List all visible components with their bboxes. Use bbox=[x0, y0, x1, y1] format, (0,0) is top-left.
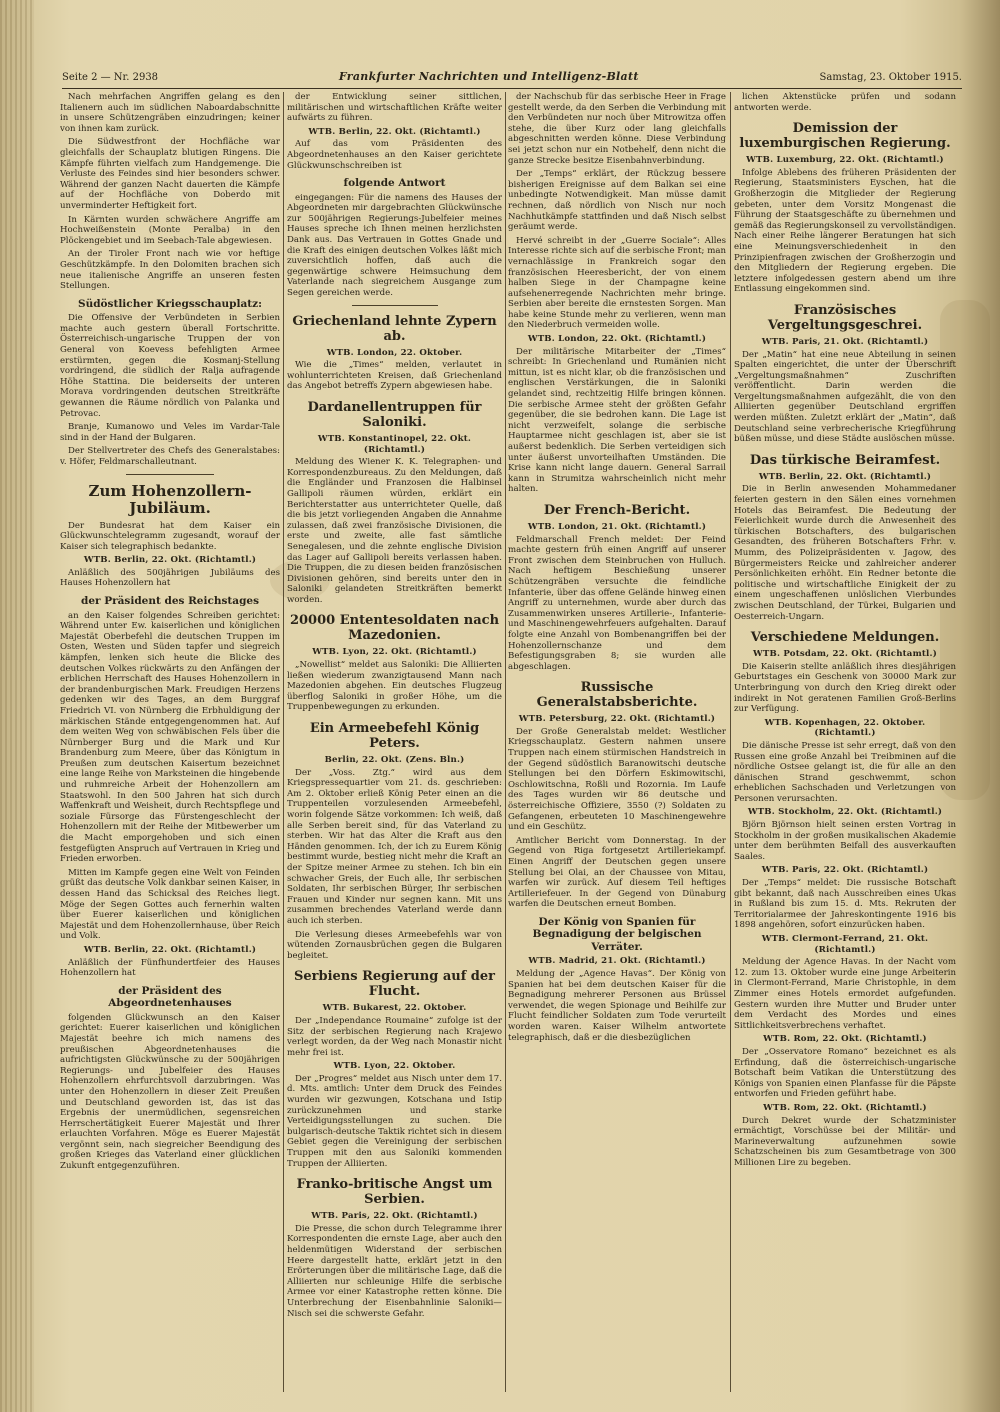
section-heading: Südöstlicher Kriegsschauplatz: bbox=[78, 297, 262, 310]
article-paragraph: Die in Berlin anwesenden Mohammedaner feierten gestern in den Sälen eines vornehmen Hotels das Beiramfest. Die Bedeutung der Feierlichkeit wurde durch die Anwesenheit des türkischen Botschafters, des bulgarischen Gesandten, des früheren Botschafters Frhr. v. Mumm, des Polizeipräsidenten v. Jagow, des Bürgermeisters Reicke und zahlreicher anderer Persönlichkeiten erhöht. Ein Redner betonte die politische und wirtschaftliche Einigkeit der zu einem ungeschaffenen unlöslichen Vierbundes zwischen Deutschland, der Türkei, Bulgarien und Oesterreich-Ungarn. bbox=[734, 484, 956, 622]
dateline: WTB. Berlin, 22. Okt. (Richtamtl.) bbox=[83, 944, 257, 955]
section-heading: der Präsident des Abgeordnetenhauses bbox=[108, 984, 232, 1010]
article-paragraph: „Nowellist“ meldet aus Saloniki: Die Alliierten ließen wiederum zwanzigtausend Mann nach Mazedonien abgehen. Ein deutsches Flugzeug überflog Saloniki in großer Höhe, um die Truppenbewegungen zu erkunden. bbox=[287, 660, 502, 713]
article-paragraph: Der Bundesrat hat dem Kaiser ein Glückwunschtelegramm zugesandt, worauf der Kaiser sich telegraphisch bedankte. bbox=[60, 520, 280, 552]
dateline: WTB. Bukarest, 22. Oktober. bbox=[322, 1003, 467, 1014]
article-paragraph: Mitten im Kampfe gegen eine Welt von Feinden grüßt das deutsche Volk dankbar seinen Kaiser, in dessen Hand das Schicksal des Reiches liegt. Möge der Segen Gottes auch fernerhin walten über Euerer kaiserlichen und königlichen Majestät und dem Hohenzollernhause, über Reich und Volk. bbox=[60, 867, 280, 942]
masthead: Frankfurter Nachrichten und Intelligenz-Blatt bbox=[338, 70, 639, 83]
article-paragraph: der Nachschub für das serbische Heer in Frage gestellt werde, da den Serben die Verbindung mit den Verbündeten nur noch über Mitrowitza offen stehe, die über Kurz oder lang gleichfalls abgeschnitten werden könne. Diese Verbindung sei jetzt schon nur ein Notbehelf, denn nicht die ganze Strecke besitze Eisenbahnverbindung. bbox=[508, 92, 726, 166]
article-paragraph: Die Südwestfront der Hochfläche war gleichfalls der Schauplatz blutigen Ringens. Die Kämpfe führten vielfach zum Handgemenge. Die Verluste des Feindes sind hier besonders schwer. Während der ganzen Nacht dauerten die Kämpfe auf der Hochfläche von Doberdo mit unverminderter Heftigkeit fort. bbox=[60, 137, 280, 211]
dateline: WTB. Berlin, 22. Okt. (Richtamtl.) bbox=[308, 126, 481, 137]
article-paragraph: Feldmarschall French meldet: Der Feind machte gestern früh einen Angriff auf unserer Front zwischen dem Steinbruchen von Hulluch. Nach heftigem Beschießung unserer Schützengräben versuchte die feindliche Infanterie, über das offene Gelände hinweg einen Angriff zu unternehmen, wurde aber durch das Zusammenwirken unseres Artillerie-, Infanterie- und Maschinengewehrfeuers aufgehalten. Darauf folgte eine Anzahl von Bombenangriffen bei der Hohenzollernschanze und dem Befestigungsgraben 8; sie wurden alle abgeschlagen. bbox=[508, 534, 726, 672]
dateline: WTB. Lyon, 22. Oktober. bbox=[333, 1061, 456, 1072]
article-paragraph: Die Kaiserin stellte anläßlich ihres diesjährigen Geburtstages ein Geschenk von 30000 Mark zur Unterbringung von durch den Krieg direkt oder indirekt in Not geratenen Familien Groß-Berlins zur Verfügung. bbox=[734, 661, 956, 715]
dateline: WTB. Konstantinopel, 22. Okt. (Richtamtl.) bbox=[317, 433, 472, 455]
article-paragraph: Der militärische Mitarbeiter der „Times“ schreibt: In Griechenland und Rumänien nicht mittun, ist es nicht klar, ob die französischen und englischen Verstärkungen, die in Saloniki gelandet sind, rechtzeitig Hilfe bringen können. Die serbische Armee steht der größten Gefahr gegenüber, die sie bedrohen kann. Die Lage ist nicht verzweifelt, solange die serbische Hauptarmee nicht geschlagen ist, aber sie ist außerst bedenklich. Die Serben verteidigen sich unter äußerst unvorteilhaften Umständen. Die Krise kann nicht lange dauern. General Sarrail kann in Strumitza wahrscheinlich nicht mehr halten. bbox=[508, 346, 726, 495]
article-paragraph: Nach mehrfachen Angriffen gelang es den Italienern auch im südlichen Naboardabschnitte in unsere Schützengräben einzudringen; keiner von ihnen kam zurück. bbox=[60, 92, 280, 134]
article-paragraph: Björn Björnson hielt seinen ersten Vortrag in Stockholm in der großen musikalischen Akademie unter dem berühmten Beifall des ausverkauften Saales. bbox=[734, 820, 956, 862]
article-headline: Russische Generalstabsberichte. bbox=[536, 680, 698, 711]
dateline: WTB. Kopenhagen, 22. Oktober. (Richtamtl.) bbox=[764, 717, 926, 739]
article-paragraph: eingegangen: Für die namens des Hauses der Abgeordneten mir dargebrachten Glückwünsche zur 500jährigen Regierungs-Jubelfeier meines Hauses spreche ich Ihnen meinen herzlichsten Dank aus. Das Vertrauen in Gottes Gnade und die Kraft des einigen deutschen Volkes läßt mich zuversichtlich hoffen, daß auch die gegenwärtige schwere Heimsuchung dem Vaterlande nach siegreichem Ausgange zum Segen gereichen werde. bbox=[287, 192, 502, 298]
article-paragraph: Der „Independance Roumaine“ zufolge ist der Sitz der serbischen Regierung nach Krajewo verlegt worden, da der Weg nach Monastir nicht mehr frei ist. bbox=[287, 1015, 502, 1058]
column-3 bbox=[508, 92, 726, 1392]
dateline: WTB. Paris, 22. Okt. (Richtamtl.) bbox=[761, 865, 929, 876]
article-paragraph: An der Tiroler Front nach wie vor heftige Geschützkämpfe. In den Dolomiten brachen sich neue italienische Angriffe an unseren festen Stellungen. bbox=[60, 249, 280, 292]
article-paragraph: Der „Temps“ meldet: Die russische Botschaft gibt bekannt, daß nach Ausschreiben eines Ukas in Rußland bis zum 15. d. Mts. Rekruten der Territorialarmee der Jahreskontingente 1916 bis 1898 angehören, sofort einzurücken haben. bbox=[734, 878, 956, 931]
article-paragraph: Anläßlich des 500jährigen Jubiläums des Hauses Hohenzollern hat bbox=[60, 567, 280, 589]
section-heading: der Präsident des Reichstages bbox=[80, 595, 259, 608]
dateline: WTB. Rom, 22. Okt. (Richtamtl.) bbox=[763, 1102, 927, 1113]
dateline: WTB. London, 22. Okt. (Richtamtl.) bbox=[527, 334, 707, 345]
column-4 bbox=[734, 92, 956, 1392]
dateline: WTB. Luxemburg, 22. Okt. (Richtamtl.) bbox=[746, 155, 944, 166]
dateline: Berlin, 22. Okt. (Zens. Bln.) bbox=[324, 755, 465, 766]
dateline: WTB. Clermont-Ferrand, 21. Okt. (Richtamtl.) bbox=[761, 934, 929, 955]
article-paragraph: Amtlicher Bericht vom Donnerstag. In der Gegend von Riga fortgesetzt Artilleriekampf. Einen Angriff der Deutschen gegen unsere Stellung bei Olai, an der Chaussee von Mitau, warfen wir zurück. Auf diesem Teil heftiges Artilleriefeuer. In der Gegend von Dünaburg warfen die Deutschen erneut Bomben. bbox=[508, 835, 726, 910]
page-header bbox=[62, 70, 962, 89]
article-paragraph: In Kärnten wurden schwächere Angriffe am Hochweißenstein (Monte Peralba) in den Plöckengebiet und im Seebach-Tale abgewiesen. bbox=[60, 214, 280, 246]
article-paragraph: Die Presse, die schon durch Telegramme ihrer Korrespondenten die ernste Lage, aber auch den heldenmütigen Widerstand der serbischen Heere dargestellt hatte, erklärt jetzt in den Erörterungen über die militärische Lage, daß die Alliierten nur schleunige Hilfe die serbische Armee vor einer Katastrophe retten könne. Die Unterbrechung der Eisenbahnlinie Saloniki—Nisch sei die schwerste Gefahr. bbox=[287, 1223, 502, 1319]
article-headline: Verschiedene Meldungen. bbox=[750, 630, 940, 646]
article-headline: Zum Hohenzollern-Jubiläum. bbox=[88, 481, 252, 517]
dateline: WTB. Madrid, 21. Okt. (Richtamtl.) bbox=[528, 956, 706, 967]
article-paragraph: Meldung der „Agence Havas“. Der König von Spanien hat bei dem deutschen Kaiser für die Begnadigung mehrerer Personen aus Brüssel verwendet, die wegen Spionage und Beihilfe zur Flucht feindlicher Soldaten zum Tode verurteilt worden waren. Kaiser Wilhelm antwortete telegraphisch, daß er die diesbezüglichen bbox=[508, 969, 726, 1043]
issue-date: Samstag, 23. Oktober 1915. bbox=[819, 72, 962, 83]
article-headline: Demission der luxemburgischen Regierung. bbox=[739, 121, 951, 152]
article-paragraph: Der Stellvertreter des Chefs des Generalstabes: v. Höfer, Feldmarschalleutnant. bbox=[60, 446, 280, 467]
column-rule bbox=[730, 92, 731, 1392]
article-paragraph: Der „Voss. Ztg.“ wird aus dem Kriegspressequartier vom 21. ds. geschrieben: Am 2. Oktober erließ König Peter einen an die Truppenteilen vorzulesenden Armeebefehl, worin folgende Sätze vorkommen: Ich weiß, daß alle Serben bereit sind, für das Vaterland zu sterben. Wir hat das Alter die Kraft aus den Händen genommen. Ich, der ich zu Eurem König bestimmt wurde, bestieg nicht mehr die Kraft an der Spitze meiner Armee zu stehen. Ich bin ein schwacher Greis, der Euch alle, Ihr serbischen Soldaten, Ihr serbischen Bürger, Ihr serbischen Frauen und Kinder nur segnen kann. Mit uns zusammen brechendes Vaterland werde dann auch ich sterben. bbox=[287, 767, 502, 926]
article-paragraph: Branje, Kumanowo und Veles im Vardar-Tale sind in der Hand der Bulgaren. bbox=[60, 422, 280, 443]
dateline: WTB. London, 21. Okt. (Richtamtl.) bbox=[527, 521, 707, 532]
article-paragraph: an den Kaiser folgendes Schreiben gerichtet: Während unter Ew. kaiserlichen und königlichen Majestät Oberbefehl die deutschen Truppen im Osten, Westen und Süden tapfer und siegreich kämpfen, lenken sich heute die Blicke des deutschen Volkes rückwärts zu den Anfängen der erblichen Herrschaft des Hauses Hohenzollern in der brandenburgischen Mark. Freudigen Herzens gedenken wir des Tages, an dem Burggraf Friedrich VI. von Nürnberg die Erbhuldigung der märkischen Stände entgegengenommen hat. Auf dem weiten Weg von schwäbischen Fels über die Nürnberger Burg und die Mark und Kur Brandenburg zum Meere, über das Königtum in Preußen zum deutschen Kaisertum bezeichnet eine lange Reihe von Marksteinen die hingebende und ruhmreiche Arbeit der Hohenzollern am Staatswohl. In den 500 Jahren hat sich durch Waffenkraft und Weisheit, durch Rechtspflege und soziale Fürsorge das Fürstengeschlecht der Hohenzollern mit der Reihe der Mitbewerber um die Macht emporgehoben und sich einen festgefügten Anspruch auf Vertrauen in Krieg und Frieden erworben. bbox=[60, 610, 280, 865]
article-headline: Dardanellentruppen für Saloniki. bbox=[307, 399, 482, 430]
article-paragraph: Hervé schreibt in der „Guerre Sociale“: Alles Interesse richte sich auf die serbische Front; man vernachlässige in Frankreich sogar den französischen Heeresbericht, der von einem halben Siege in der Champagne keine aufsehenerregende Nachrichten mehr bringe. Serbien aber bereite die ernstesten Sorgen. Man habe keine Stunde mehr zu verlieren, wenn man den Niederbruch vermeiden wolle. bbox=[508, 235, 726, 331]
article-headline: Griechenland lehnte Zypern ab. bbox=[292, 313, 497, 344]
dateline: WTB. Stockholm, 22. Okt. (Richtamtl.) bbox=[747, 807, 943, 818]
dateline: WTB. Rom, 22. Okt. (Richtamtl.) bbox=[763, 1034, 927, 1045]
dateline: WTB. Paris, 22. Okt. (Richtamtl.) bbox=[311, 1211, 478, 1222]
article-paragraph: Die Offensive der Verbündeten in Serbien machte auch gestern überall Fortschritte. Österreichisch-ungarische Truppen der von General von Koevess befehligten Armee erstürmten, gegen die Kosmanj-Stellung vordringend, die südlich der Ralja aufragende Höhe Stattina. Die beiderseits der unteren Morava vordringenden deutschen Streitkräfte gewannen die Räume nördlich von Palanka und Petrovac. bbox=[60, 313, 280, 419]
article-paragraph: folgenden Glückwunsch an den Kaiser gerichtet: Euerer kaiserlichen und königlichen Majestät beehre ich mich namens des preußischen Abgeordnetenhauses die aufrichtigsten Glückwünsche zu der 500jährigen Regierungs- und Jubelfeier des Hauses Hohenzollern ehrfurchtsvoll darzubringen. Was unter den Hohenzollern in dieser Zeit Preußen und Deutschland geworden ist, das ist das Ergebnis der unermüdlichen, segensreichen Herrschertätigkeit Euerer Majestät und Ihrer erlauchten Vorfahren. Möge es Euerer Majestät vergönnt sein, nach siegreicher Beendigung des großen Krieges das Vaterland einer glücklichen Zukunft entgegenzuführen. bbox=[60, 1012, 280, 1172]
divider bbox=[126, 474, 214, 475]
dateline: WTB. Berlin, 22. Okt. (Richtamtl.) bbox=[758, 471, 932, 482]
dateline: WTB. Paris, 21. Okt. (Richtamtl.) bbox=[761, 336, 929, 347]
article-headline: Französisches Vergeltungsgeschrei. bbox=[767, 302, 923, 333]
article-paragraph: Der Große Generalstab meldet: Westlicher Kriegsschauplatz. Gestern nahmen unsere Truppen nach einem stürmischen Handstreich in der Gegend südöstlich Baranowitschi deutsche Stellungen bei den Dörfern Eskimowitschi, Oschlowitschna, Roßli und Rozornia. Im Laufe des Tages wurden wir 86 deutsche und österreichische Offiziere, 3550 (?) Soldaten zu Gefangenen, erbeuteten 10 Maschinengewehre und ein Geschütz. bbox=[508, 726, 726, 833]
column-rule bbox=[283, 92, 284, 1392]
article-paragraph: Durch Dekret wurde der Schatzminister ermächtigt, Vorschüsse bei der Militär- und Marineverwaltung aufzunehmen sowie Schatzscheinen bis zum Gesamtbetrage von 300 Millionen Lire zu begeben. bbox=[734, 1115, 956, 1168]
article-paragraph: Der „Matin“ hat eine neue Abteilung in seinen Spalten eingerichtet, die unter der Überschrift „Vergeltungsmaßnahmen“ Zuschriften veröffentlicht. Darin werden die Vergeltungsmaßnahmen aufgezählt, die von den Alliierten gegenüber Deutschland ergriffen werden müßten. Zuletzt erklärt der „Matin“, daß Deutschland seine verbrecherische Kriegführung büßen müsse, und diese Städte auslöschen müsse. bbox=[734, 349, 956, 445]
divider bbox=[352, 305, 438, 306]
article-headline: 20000 Ententesoldaten nach Mazedonien. bbox=[289, 613, 500, 644]
article-paragraph: Die Verlesung dieses Armeebefehls war von wütenden Zornausbrüchen gegen die Bulgaren begleitet. bbox=[287, 929, 502, 961]
article-headline: Serbiens Regierung auf der Flucht. bbox=[293, 969, 496, 1000]
article-paragraph: Infolge Ablebens des früheren Präsidenten der Regierung, Staatsministers Eyschen, hat die Großherzogin die Mitglieder der Regierung gebeten, unter dem Vorsitz Mongenast die Führung der Staatsgeschäfte zu übernehmen und gemäß das Regierungskonseil zu vervollständigen. Nach einer Reihe längerer Beratungen hat sich eine Meinungsverschiedenheit in den Prinzipienfragen zwischen der Großherzogin und den Mitgliedern der Regierung ergeben. Die letztere infolgedessen gestern abend um ihre Entlassung eingekommen sind. bbox=[734, 167, 956, 295]
article-paragraph: Die dänische Presse ist sehr erregt, daß von den Russen eine große Anzahl bei Treibminen auf die nördliche Ostsee gelangt ist, die für alle an den dänischen Strand geschwemmt, schon erheblichen Sachschaden und Verletzungen von Personen verursachten. bbox=[734, 740, 956, 804]
article-paragraph: Der „Progres“ meldet aus Nisch unter dem 17. d. Mts. amtlich: Unter dem Druck des Feindes wurden wir gezwungen, Kotschana und Istip zurückzunehmen und starke Verteidigungsstellungen zu suchen. Die bulgarisch-deutsche Taktik richtet sich in diesem Gebiet gegen die Vereinigung der serbischen Truppen mit den aus Saloniki kommenden Truppen der Alliierten. bbox=[287, 1073, 502, 1169]
column-rule bbox=[505, 92, 506, 1392]
article-paragraph: Wie die „Times“ melden, verlautet in wohlunterrichteten Kreisen, daß Griechenland das Angebot betreffs Zypern abgewiesen habe. bbox=[287, 360, 502, 392]
article-headline: Ein Armeebefehl König Peters. bbox=[309, 721, 480, 752]
article-paragraph: Auf das vom Präsidenten des Abgeordnetenhauses an den Kaiser gerichtete Glückwunschschreiben ist bbox=[287, 139, 502, 171]
page-binding-edge bbox=[0, 0, 34, 1412]
dateline: WTB. Petersburg, 22. Okt. (Richtamtl.) bbox=[518, 714, 716, 725]
section-heading: Der König von Spanien für Begnadigung der belgischen Verräter. bbox=[532, 915, 702, 953]
article-headline: Der French-Bericht. bbox=[543, 502, 691, 518]
article-paragraph: Der „Osservatore Romano“ bezeichnet es als Erfindung, daß die österreichisch-ungarische Botschaft beim Vatikan die Unterstützung des Königs von Spanien einen Planfasse für die Päpste entworfen und Frieden geführt habe. bbox=[734, 1046, 956, 1100]
column-1 bbox=[60, 92, 280, 1392]
article-paragraph: der Entwicklung seiner sittlichen, militärischen und wirtschaftlichen Kräfte weiter aufwärts zu führen. bbox=[287, 92, 502, 124]
article-paragraph: Meldung der Agence Havas. In der Nacht vom 12. zum 13. Oktober wurde eine junge Arbeiterin in Clermont-Ferrand, Marie Christophle, in dem Zimmer eines Hotels ermordet aufgefunden. Gestern wurden ihre Mutter und Bruder unter dem Verdacht des Mordes und eines Sittlichkeitsverbrechens verhaftet. bbox=[734, 957, 956, 1031]
article-paragraph: lichen Aktenstücke prüfen und sodann antworten werde. bbox=[734, 92, 956, 113]
dateline: WTB. London, 22. Oktober. bbox=[326, 347, 463, 358]
dateline: WTB. Berlin, 22. Okt. (Richtamtl.) bbox=[83, 555, 257, 566]
section-heading: folgende Antwort bbox=[343, 177, 446, 190]
article-headline: Franko-britische Angst um Serbien. bbox=[296, 1177, 493, 1208]
article-paragraph: Anläßlich der Fünfhundertfeier des Hauses Hohenzollern hat bbox=[60, 957, 280, 979]
article-headline: Das türkische Beiramfest. bbox=[749, 452, 941, 468]
page-number: Seite 2 — Nr. 2938 bbox=[62, 72, 159, 83]
dateline: WTB. Potsdam, 22. Okt. (Richtamtl.) bbox=[753, 649, 937, 660]
dateline: WTB. Lyon, 22. Okt. (Richtamtl.) bbox=[312, 647, 477, 658]
column-2 bbox=[287, 92, 502, 1392]
article-paragraph: Der „Temps“ erklärt, der Rückzug bessere bisherigen Ereignisse auf dem Balkan sei eine unbedingte Notwendigkeit. Man müsse damit rechnen, daß nördlich von Nisch nur noch Nachhutkämpfe stattfinden und daß Nisch selbst geräumt werde. bbox=[508, 169, 726, 233]
article-paragraph: Meldung des Wiener K. K. Telegraphen- und Korrespondenzbureaus. Zu den Meldungen, daß die Engländer und Franzosen die Halbinsel Gallipoli räumen würden, erklärt ein Berichterstatter aus unterrichteter Quelle, daß die bis jetzt vorliegenden Angaben die Annahme zulassen, daß zwei französische Divisionen, die erste und zweite, alle fast sämtliche Senegalesen, und die zehnte englische Division das Lager auf Gallipoli bereits verlassen haben. Die Truppen, die zu diesen beiden französischen Divisionen gehören, sind bereits unter den in Saloniki gelandeten Streitkräften bemerkt worden. bbox=[287, 457, 502, 605]
